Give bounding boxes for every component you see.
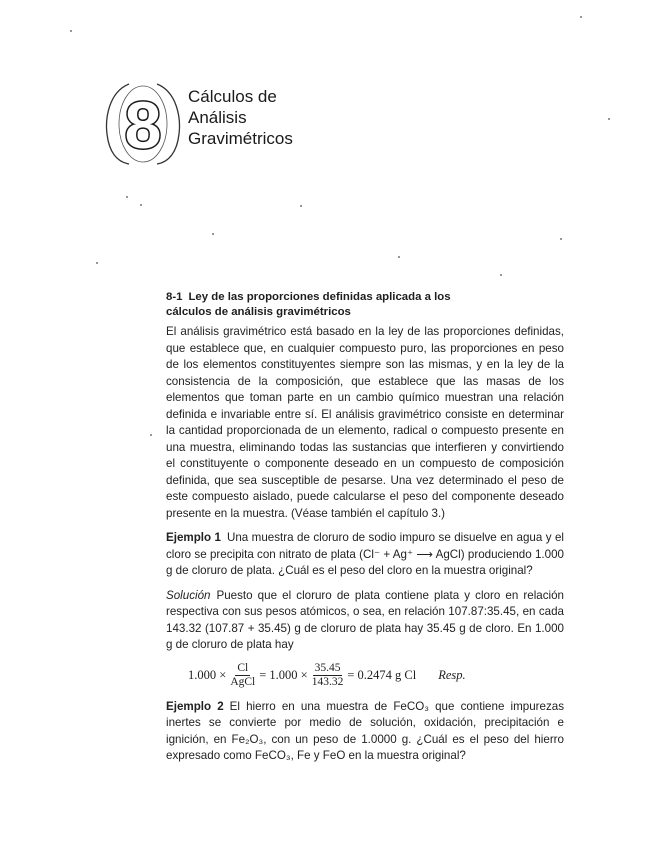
fraction-denominator: 143.32 bbox=[311, 675, 344, 688]
chapter-title-line: Gravimétricos bbox=[188, 129, 293, 148]
scan-speck bbox=[580, 16, 582, 18]
page-content bbox=[166, 290, 564, 773]
example-1-label: Ejemplo 1 bbox=[166, 531, 221, 544]
chapter-title bbox=[188, 86, 293, 149]
scan-speck bbox=[500, 274, 502, 276]
section-title-line2: cálculos de análisis gravimétricos bbox=[166, 305, 351, 318]
formula-result: = 0.2474 g Cl bbox=[347, 667, 417, 682]
scan-speck bbox=[300, 205, 302, 207]
scan-speck bbox=[398, 256, 400, 258]
scan-speck bbox=[608, 118, 610, 120]
example-1 bbox=[166, 530, 564, 580]
scan-speck bbox=[70, 30, 72, 32]
section-title-line1: Ley de las proporciones definidas aplicada a los bbox=[188, 291, 451, 303]
calculation-formula bbox=[188, 662, 564, 689]
example-2-text: El hierro en una muestra de FeCO₃ que contiene impurezas inertes se convierte por medio de solución, oxidación, precipitación e ignición, en Fe₂O₃, con un peso de 1.0000 g. ¿Cuál es el peso del hierro expresado como FeCO₃, Fe y FeO en la muestra original? bbox=[166, 699, 564, 762]
fraction-denominator: AgCl bbox=[230, 675, 256, 688]
chapter-title-line: Cálculos de bbox=[188, 87, 277, 106]
formula-part-1: 1.000 × bbox=[188, 667, 227, 682]
scan-speck bbox=[140, 204, 142, 206]
chapter-number: 8 bbox=[124, 88, 162, 162]
example-2-label: Ejemplo 2 bbox=[166, 699, 224, 713]
example-1-text: Una muestra de cloruro de sodio impuro se disuelve en agua y el cloro se precipita con nitrato de plata (Cl⁻ + Ag⁺ ⟶ AgCl) produciendo 1.000 g de cloruro de plata. ¿Cuál es el peso del cloro en la muestra original? bbox=[166, 531, 564, 577]
chapter-badge-graphic bbox=[103, 78, 183, 166]
solution-1 bbox=[166, 588, 564, 654]
fraction-numerator: Cl bbox=[237, 661, 249, 674]
scan-speck bbox=[150, 434, 152, 436]
scan-speck bbox=[212, 233, 214, 235]
example-2 bbox=[166, 699, 564, 765]
intro-paragraph: El análisis gravimétrico está basado en la ley de las proporciones definidas, que establece que, en cualquier compuesto puro, las proporciones en peso de los elementos constituyentes siempre son las mismas, y en la ley de la consistencia de la composición, que establece que las masas de los elementos que toman parte en un cambio químico muestran una relación definida e invariable entre sí. El análisis gravimétrico consiste en determinar la cantidad proporcionada de un elemento, radical o compuesto presente en una muestra, eliminando todas las sustancias que interfieren y convirtiendo el constituyente o componente deseado en un compuesto de composición definida, que sea susceptible de pesarse. Una vez determinado el peso de este compuesto aislado, puede calcularse el peso del componente deseado presente en la muestra. (Véase también el capítulo 3.) bbox=[166, 325, 564, 520]
fraction-weights bbox=[312, 662, 344, 689]
scan-speck bbox=[126, 196, 128, 198]
scan-speck bbox=[560, 238, 562, 240]
scan-speck bbox=[96, 262, 98, 264]
formula-part-2: = 1.000 × bbox=[259, 667, 308, 682]
solution-label: Solución bbox=[166, 588, 211, 602]
fraction-cl-agcl bbox=[230, 662, 255, 689]
answer-label: Resp. bbox=[438, 667, 466, 682]
section-number: 8-1 bbox=[166, 291, 183, 303]
chapter-number-badge bbox=[103, 78, 183, 166]
fraction-numerator: 35.45 bbox=[314, 661, 341, 674]
chapter-title-line: Análisis bbox=[188, 108, 247, 127]
section-heading bbox=[166, 290, 564, 319]
solution-text: Puesto que el cloruro de plata contiene plata y cloro en relación respectiva con sus pesos atómicos, o sea, en relación 107.87:35.45, en cada 143.32 (107.87 + 35.45) g de cloruro de plata hay 35.45 g de cloro. En 1.000 g de cloruro de plata hay bbox=[166, 588, 564, 651]
